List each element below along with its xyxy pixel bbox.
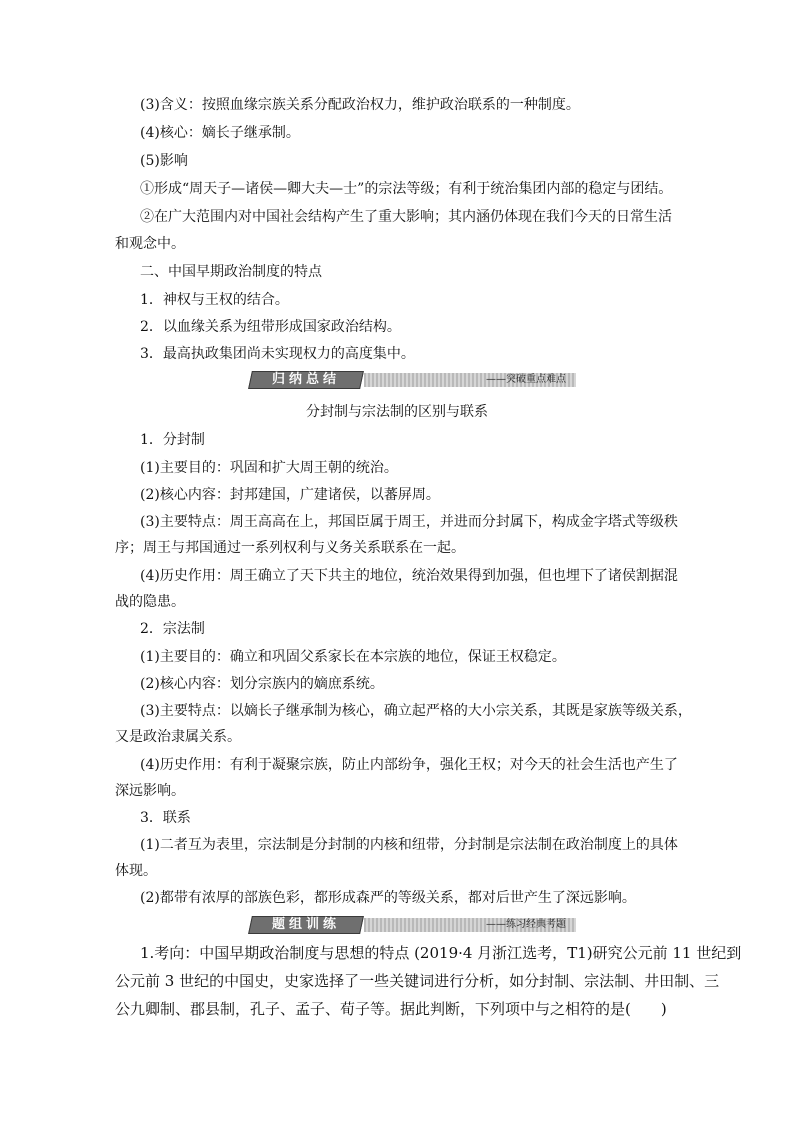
zongfa-features: (3)主要特点：以嫡长子继承制为核心，确立起严格的大小宗关系，其既是家族等级关系， xyxy=(140,703,692,719)
zongfa-heading: 2．宗法制 xyxy=(140,621,205,637)
question-1: 1.考向：中国早期政治制度与思想的特点 (2019·4 月浙江选考，T1)研究公元前 11 世纪到 xyxy=(140,944,742,962)
influence-point-1: ①形成“周天子—诸侯—卿大夫—士”的宗法等级；有利于统治集团内部的稳定与团结。 xyxy=(140,181,673,197)
relation-point-1: (1)二者互为表里，宗法制是分封制的内核和纽带，分封制是宗法制在政治制度上的具体 xyxy=(140,837,678,853)
question-1-cont-b: 公九卿制、郡县制，孔子、孟子、荀子等。据此判断，下列项中与之相符的是( ) xyxy=(115,1000,667,1018)
feature-3: 3．最高执政集团尚未实现权力的高度集中。 xyxy=(140,346,415,362)
fengjian-role-cont: 战的隐患。 xyxy=(115,594,185,610)
feature-2: 2．以血缘关系为纽带形成国家政治结构。 xyxy=(140,319,401,335)
question-1-cont-a: 公元前 3 世纪的中国史，史家选择了一些关键词进行分析，如分封制、宗法制、井田制、三 xyxy=(115,972,720,990)
summary-title: 分封制与宗法制的区别与联系 xyxy=(306,404,488,420)
influence-heading: (5)影响 xyxy=(140,153,188,169)
fengjian-features: (3)主要特点：周王高高在上，邦国臣属于周王，并进而分封属下，构成金字塔式等级秩 xyxy=(140,514,678,530)
banner-label: 归纳总结 xyxy=(271,372,340,387)
zongfa-purpose: (1)主要目的：确立和巩固父系家长在本宗族的地位，保证王权稳定。 xyxy=(140,649,566,665)
banner-subtitle: ——突破重点难点 xyxy=(486,374,566,385)
relation-point-2: (2)都带有浓厚的部族色彩，都形成森严的等级关系，都对后世产生了深远影响。 xyxy=(140,890,636,906)
core-item: (4)核心：嫡长子继承制。 xyxy=(140,125,300,141)
influence-point-2: ②在广大范围内对中国社会结构产生了重大影响；其内涵仍体现在我们今天的日常生活 xyxy=(140,209,672,225)
summary-banner xyxy=(250,371,576,389)
fengjian-content: (2)核心内容：封邦建国，广建诸侯，以蕃屏周。 xyxy=(140,487,440,503)
relation-point-1-cont: 体现。 xyxy=(115,863,157,879)
feature-1: 1．神权与王权的结合。 xyxy=(140,292,289,308)
fengjian-role: (4)历史作用：周王确立了天下共主的地位，统治效果得到加强，但也埋下了诸侯割据混 xyxy=(140,568,678,584)
zongfa-role: (4)历史作用：有利于凝聚宗族，防止内部纷争，强化王权；对今天的社会生活也产生了 xyxy=(140,757,678,773)
banner-label: 题组训练 xyxy=(271,917,340,932)
banner-subtitle: ——练习经典考题 xyxy=(486,919,566,930)
section-heading: 二、中国早期政治制度的特点 xyxy=(140,264,322,280)
zongfa-features-cont: 又是政治隶属关系。 xyxy=(115,729,241,745)
fengjian-features-cont: 序；周王与邦国通过一系列权利与义务关系联系在一起。 xyxy=(115,540,465,556)
fengjian-heading: 1．分封制 xyxy=(140,432,205,448)
influence-point-2-cont: 和观念中。 xyxy=(115,236,185,252)
zongfa-role-cont: 深远影响。 xyxy=(115,783,185,799)
fengjian-purpose: (1)主要目的：巩固和扩大周王朝的统治。 xyxy=(140,460,398,476)
meaning-item: (3)含义：按照血缘宗族关系分配政治权力，维护政治联系的一种制度。 xyxy=(140,97,580,113)
relation-heading: 3．联系 xyxy=(140,810,191,826)
practice-banner xyxy=(250,916,576,934)
zongfa-content: (2)核心内容：划分宗族内的嫡庶系统。 xyxy=(140,676,384,692)
